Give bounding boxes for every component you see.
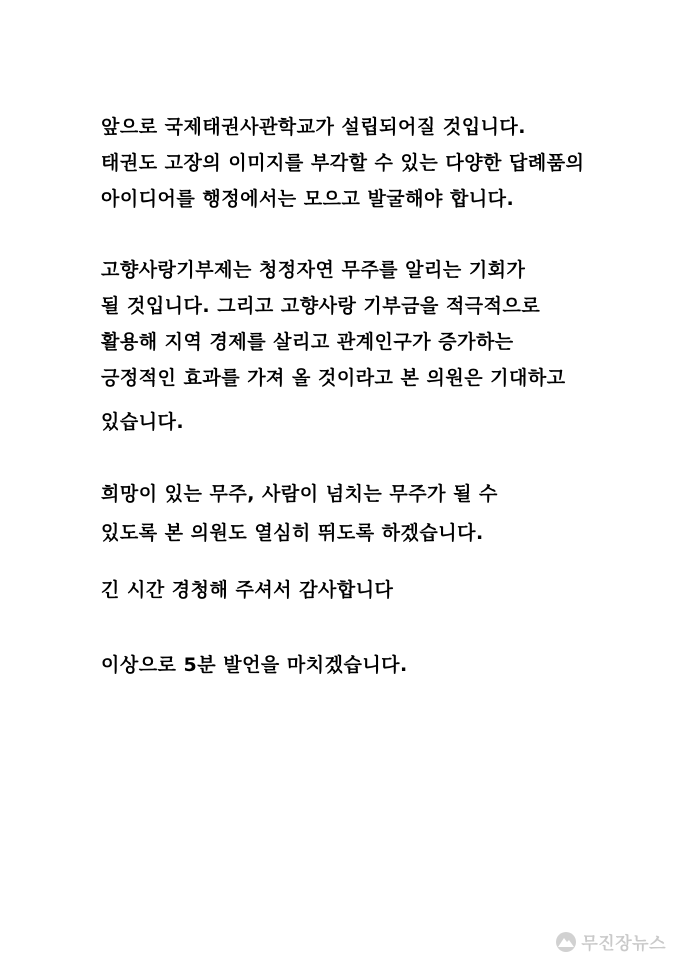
text-line: 활용해 지역 경제를 살리고 관계인구가 증가하는 — [101, 331, 514, 353]
text-line: 앞으로 국제태권사관학교가 설립되어질 것입니다. — [101, 116, 526, 138]
text-line: 긴 시간 경청해 주셔서 감사합니다 — [101, 579, 394, 601]
text-line: 태권도 고장의 이미지를 부각할 수 있는 다양한 답례품의 — [101, 152, 585, 174]
text-line: 있도록 본 의원도 열심히 뛰도록 하겠습니다. — [101, 522, 484, 544]
text-line: 있습니다. — [101, 411, 185, 433]
text-line: 희망이 있는 무주, 사람이 넘치는 무주가 될 수 — [101, 483, 498, 505]
text-line: 긍정적인 효과를 가져 올 것이라고 본 의원은 기대하고 — [101, 367, 566, 389]
text-line: 될 것입니다. 그리고 고향사랑 기부금을 적극적으로 — [101, 295, 541, 317]
text-line: 고향사랑기부제는 청정자연 무주를 알리는 기회가 — [101, 259, 526, 281]
watermark-text: 무진장뉴스 — [581, 934, 666, 954]
text-line: 이상으로 5분 발언을 마치겠습니다. — [101, 654, 408, 676]
text-line: 아이디어를 행정에서는 모으고 발굴해야 합니다. — [101, 188, 515, 210]
mountain-logo-icon — [555, 931, 577, 953]
watermark — [555, 929, 666, 954]
